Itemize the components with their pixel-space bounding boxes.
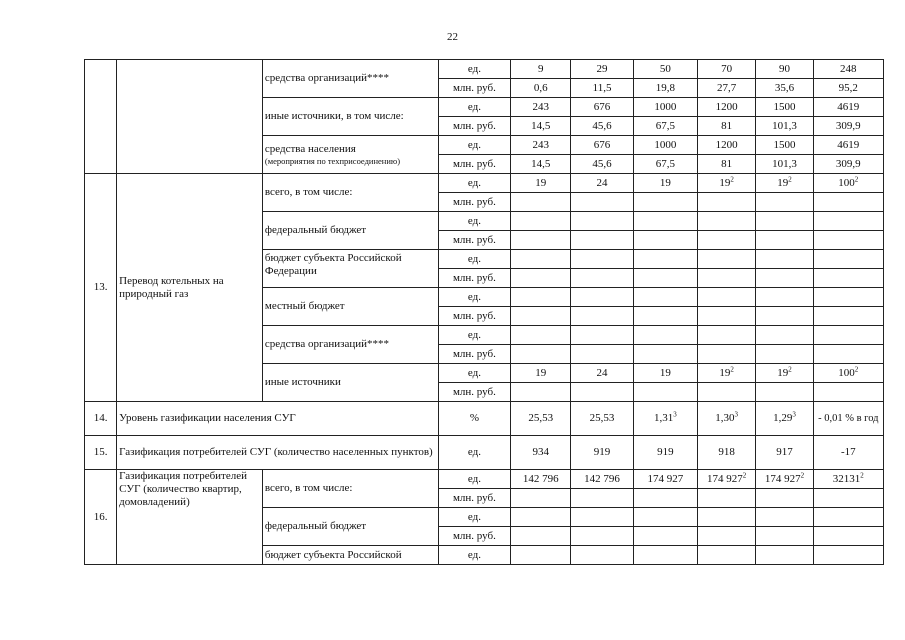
indicator-name: Газификация потребителей СУГ (количество квартир, домовладений)	[117, 470, 263, 565]
value-cell: 309,9	[813, 117, 883, 136]
value-cell: 101,3	[756, 155, 813, 174]
value-cell: 24	[571, 364, 633, 383]
unit-cell: млн. руб.	[438, 269, 510, 288]
source-label: всего, в том числе:	[262, 470, 438, 508]
source-label: бюджет субъекта Российской Федерации	[262, 250, 438, 288]
value-cell: 1000	[633, 98, 697, 117]
value-cell: 1500	[756, 98, 813, 117]
unit-cell: млн. руб.	[438, 231, 510, 250]
unit-cell: млн. руб.	[438, 193, 510, 212]
value-cell: 1000	[633, 136, 697, 155]
value-cell: 14,5	[511, 117, 571, 136]
row-number: 13.	[85, 174, 117, 402]
unit-cell: млн. руб.	[438, 527, 510, 546]
row-num-cell	[85, 60, 117, 174]
value-cell: $19^2$	[756, 174, 813, 193]
value-cell: - 0,01 % в год	[813, 402, 883, 436]
value-cell: 174 $927^2$	[756, 470, 813, 489]
value-cell: 174 $927^2$	[698, 470, 756, 489]
value-cell: 19	[511, 364, 571, 383]
value-cell: 45,6	[571, 117, 633, 136]
value-cell: 11,5	[571, 79, 633, 98]
source-label	[262, 136, 438, 174]
value-cell: 917	[756, 436, 813, 470]
unit-cell: ед.	[438, 326, 510, 345]
value-cell: 243	[511, 98, 571, 117]
unit-cell: ед.	[438, 288, 510, 307]
value-cell: $19^2$	[698, 364, 756, 383]
value-cell: -17	[813, 436, 883, 470]
unit-cell: ед.	[438, 470, 510, 489]
unit-cell: ед.	[438, 60, 510, 79]
source-label-note: (мероприятия по техприсоединению)	[264, 155, 401, 166]
value-cell: 1200	[698, 98, 756, 117]
value-cell: 19	[511, 174, 571, 193]
value-cell: 248	[813, 60, 883, 79]
value-cell: 0,6	[511, 79, 571, 98]
value-cell: 67,5	[633, 117, 697, 136]
value-cell: 25,53	[571, 402, 633, 436]
source-label-main: средства населения	[264, 142, 356, 155]
value-cell: 676	[571, 136, 633, 155]
unit-cell: млн. руб.	[438, 345, 510, 364]
value-cell: $100^2$	[813, 364, 883, 383]
value-cell: 142 796	[511, 470, 571, 489]
source-label: федеральный бюджет	[262, 212, 438, 250]
unit-cell: ед.	[438, 250, 510, 269]
value-cell: 1,31$^3$	[633, 402, 697, 436]
value-cell: 919	[633, 436, 697, 470]
value-cell: 19	[633, 364, 697, 383]
value-cell: 24	[571, 174, 633, 193]
value-cell: 81	[698, 155, 756, 174]
indicator-name: Перевод котельных на природный газ	[117, 174, 263, 402]
value-cell: 4619	[813, 98, 883, 117]
unit-cell: ед.	[438, 136, 510, 155]
unit-cell: ед.	[438, 212, 510, 231]
value-cell: 32131$^2$	[813, 470, 883, 489]
value-cell: 14,5	[511, 155, 571, 174]
value-cell: 934	[511, 436, 571, 470]
value-cell: 81	[698, 117, 756, 136]
unit-cell: млн. руб.	[438, 79, 510, 98]
unit-cell: млн. руб.	[438, 307, 510, 326]
unit-cell: ед.	[438, 364, 510, 383]
unit-cell: ед.	[438, 436, 510, 470]
source-label: иные источники	[262, 364, 438, 402]
unit-cell: ед.	[438, 98, 510, 117]
row-name-cell	[117, 60, 263, 174]
value-cell: $19^2$	[756, 364, 813, 383]
indicators-table	[84, 59, 884, 565]
unit-cell: млн. руб.	[438, 117, 510, 136]
source-label: местный бюджет	[262, 288, 438, 326]
value-cell: 90	[756, 60, 813, 79]
value-cell: $100^2$	[813, 174, 883, 193]
source-label: средства организаций****	[262, 326, 438, 364]
row-number: 15.	[85, 436, 117, 470]
value-cell: 142 796	[571, 470, 633, 489]
value-cell: 243	[511, 136, 571, 155]
table-row	[85, 470, 884, 489]
unit-cell: млн. руб.	[438, 383, 510, 402]
value-cell: 309,9	[813, 155, 883, 174]
value-cell: 70	[698, 60, 756, 79]
value-cell: 174 927	[633, 470, 697, 489]
source-label: иные источники, в том числе:	[262, 98, 438, 136]
value-cell: 1,29$^3$	[756, 402, 813, 436]
value-cell: 9	[511, 60, 571, 79]
value-cell: 45,6	[571, 155, 633, 174]
source-label: федеральный бюджет	[262, 508, 438, 546]
value-cell: 1500	[756, 136, 813, 155]
unit-cell: млн. руб.	[438, 155, 510, 174]
row-number: 14.	[85, 402, 117, 436]
unit-cell: млн. руб.	[438, 489, 510, 508]
table-row	[85, 60, 884, 79]
value-cell: 19,8	[633, 79, 697, 98]
table-row	[85, 436, 884, 470]
value-cell: 918	[698, 436, 756, 470]
value-cell: 676	[571, 98, 633, 117]
value-cell: 35,6	[756, 79, 813, 98]
page-number: 22	[447, 31, 458, 43]
value-cell: 25,53	[511, 402, 571, 436]
value-cell: 4619	[813, 136, 883, 155]
value-cell: 67,5	[633, 155, 697, 174]
indicator-name: Газификация потребителей СУГ (количество населенных пунктов)	[117, 436, 439, 470]
source-label: бюджет субъекта Российской	[262, 546, 438, 565]
value-cell: 27,7	[698, 79, 756, 98]
unit-cell: ед.	[438, 546, 510, 565]
row-number: 16.	[85, 470, 117, 565]
value-cell: 1,30$^3$	[698, 402, 756, 436]
unit-cell: ед.	[438, 508, 510, 527]
table-row	[85, 402, 884, 436]
value-cell: 19	[633, 174, 697, 193]
value-cell: 1200	[698, 136, 756, 155]
value-cell: 95,2	[813, 79, 883, 98]
table-row	[85, 174, 884, 193]
value-cell: 919	[571, 436, 633, 470]
unit-cell: %	[438, 402, 510, 436]
indicator-name: Уровень газификации населения СУГ	[117, 402, 439, 436]
source-label: средства организаций****	[262, 60, 438, 98]
value-cell: 29	[571, 60, 633, 79]
source-label: всего, в том числе:	[262, 174, 438, 212]
value-cell: 50	[633, 60, 697, 79]
unit-cell: ед.	[438, 174, 510, 193]
value-cell: $19^2$	[698, 174, 756, 193]
value-cell: 101,3	[756, 117, 813, 136]
